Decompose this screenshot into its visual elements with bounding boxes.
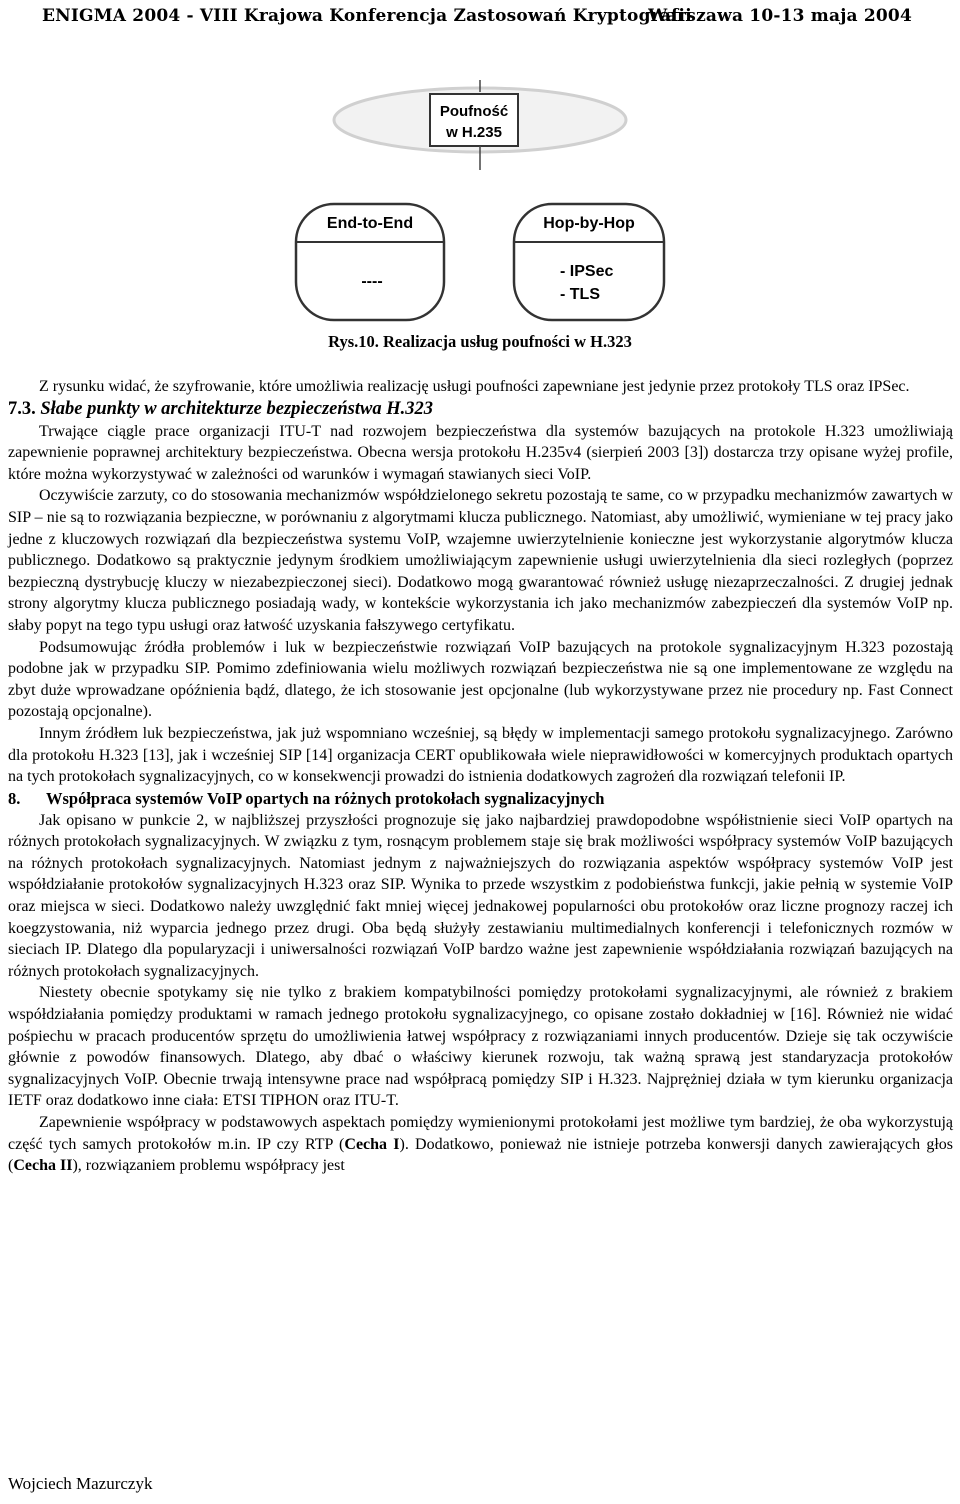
left-title: End-to-End — [326, 215, 414, 232]
paragraph-5: Innym źródłem luk bezpieczeństwa, jak już wspomniano wcześniej, są błędy w implementacji samego protokołu sygnalizacyjnego. Zarówno dla protokołu H.323 [13], jak i wcześniej SIP [14] organizacja CERT opublikowała wiele nieprawidłowości w komercyjnych produktach opartych na tych protokołach sygnalizacyjnych, co w konsekwencji prowadzi do istnienia dodatkowych zagrożeń dla rozwiązań telefonii IP. — [8, 724, 953, 786]
right-title: Hop-by-Hop — [543, 215, 635, 232]
figure-caption: Rys.10. Realizacja usług poufności w H.323 — [328, 332, 632, 351]
feature-2-label: Cecha II — [13, 1157, 73, 1175]
feature-1-label: Cecha I — [344, 1135, 400, 1153]
paragraph-8-part-c: ), rozwiązaniem problemu współpracy jest — [72, 1157, 345, 1175]
section-title: Słabe punkty w architekturze bezpieczeństwa H.323 — [40, 398, 434, 419]
paragraph-3: Oczywiście zarzuty, co do stosowania mechanizmów współdzielonego sekretu pozostają te same, co w przypadku mechanizmów zawartych w SIP – nie są to rozwiązania bezpieczne, w porównaniu z algorytmami klucza publicznego. Natomiast, aby umożliwić, wymieniane w tej pracy jako jedne z kluczowych rozwiązań dla bezpieczeństwa systemu VoIP, wzajemne uwierzytelnienie konieczne jest wykorzystanie algorytmów klucza publicznego. Dodatkowo są praktycznie jedynym środkiem umożliwiającym zapewnienie usługi uwierzytelnienia dla sieci rozległych (poprzez bezpieczną dystrybucję kluczy w niezabezpieczonej sieci). Dodatkowo mogą gwarantować również usługę niezaprzeczalności. Z drugiej jednak strony algorytmy klucza publicznego posiadają wady, w kontekście wykorzystania ich jako mechanizmów zabezpieczeń dla systemów VoIP np. słaby popyt na tego typu usługi oraz łatwość uzyskania fałszywego certyfikatu. — [8, 487, 953, 634]
left-content: ---- — [361, 273, 383, 290]
paragraph-2: Trwające ciągle prace organizacji ITU-T nad rozwojem bezpieczeństwa dla systemów bazujących na protokole H.323 umożliwiają zapewnienie poprawnej architektury bezpieczeństwa. Obecna wersja protokołu H.235v4 (sierpień 2003 [3]) dostarcza trzy opisane wyżej profile, które można wykorzystywać w zależności od warunków i wymagań stawianych sieci VoIP. — [8, 422, 953, 483]
paragraph-8-part-b: ). Dodatkowo, ponieważ nie istnieje potrzeba konwersji danych zawierających głos ( — [8, 1135, 954, 1175]
section-8-title: Współpraca systemów VoIP opartych na różnych protokołach sygnalizacyjnych — [46, 788, 605, 808]
page-header — [0, 0, 960, 34]
right-item-1: - IPSec — [560, 263, 614, 280]
paragraph-7: Niestety obecnie spotykamy się nie tylko z brakiem kompatybilności pomiędzy protokołami sygnalizacyjnymi, ale również z brakiem współdziałania pomiędzy produktami w ramach jednego protokołu sygnalizacyjnego, co opisane zostało dokładniej w [16]. Również nie widać pośpiechu w pracach producentów sprzętu do umożliwienia łatwej współpracy z rozwiązaniami innych producentów. Dzieje się tak oczywiście głównie z powodów finansowych. Dlatego, aby dbać o właściwy kierunek rozwoju, tak ważną sprawą jest standaryzacja protokołów sygnalizacyjnych VoIP. Obecnie trwają intensywne prace nad współpracą pomiędzy SIP i H.323. Najprężniej działa w tym kierunku organizacja IETF oraz dodatkowo inne ciała: ETSI TIPHON oraz ITU-T. — [8, 984, 953, 1110]
root-label-1: Poufność — [439, 103, 509, 120]
conference-title: ENIGMA 2004 - VIII Krajowa Konferencja Zastosowań Kryptografii — [42, 6, 692, 26]
paragraph-8-part-a: Zapewnienie współpracy w podstawowych aspektach pomiędzy wymienionymi protokołami jest możliwe tym bardziej, że oba wykorzystują część tych samych protokołów m.in. IP czy RTP ( — [8, 1114, 953, 1153]
section-number: 7.3. — [8, 398, 36, 419]
page-footer-author: Wojciech Mazurczyk — [8, 1474, 153, 1493]
section-8-number: 8. — [8, 788, 21, 808]
paragraph-8 — [8, 1112, 953, 1177]
section-heading-8 — [8, 788, 953, 810]
figure-diagram — [290, 76, 670, 336]
root-label-2: w H.235 — [446, 124, 502, 141]
paragraph-1: Z rysunku widać, że szyfrowanie, które umożliwia realizację usługi poufności zapewniane jest jedynie przez protokoły TLS oraz IPSec. — [39, 378, 910, 395]
paragraph-4: Podsumowując źródła problemów i luk w bezpieczeństwie rozwiązań VoIP bazujących na protokole sygnalizacyjnym H.323 pozostają podobne jak w przypadku SIP. Pomimo zdefiniowania wielu możliwych rozwiązań bezpieczeństwa nie są one implementowane ze względu na zbyt duże wprowadzane opóźnienia bądź, dlatego, że ich stosowanie jest opcjonalne (lub wykorzystywane przez nie procedury np. Fast Connect pozostają opcjonalne). — [8, 638, 953, 721]
right-item-2: - TLS — [560, 286, 600, 303]
body-text — [8, 376, 953, 1177]
section-heading-7-3 — [8, 398, 953, 421]
conference-date: Warszawa 10-13 maja 2004 — [648, 6, 912, 26]
paragraph-6: Jak opisano w punkcie 2, w najbliższej przyszłości prognozuje się jako najbardziej prawdopodobne współistnienie sieci VoIP opartych na różnych protokołach sygnalizacyjnych. W związku z tym, rosnącym problemem staje się brak możliwości współpracy systemów VoIP bazujących na różnych protokołach sygnalizacyjnych. Natomiast jednym z najważniejszych do rozwiązania aspektów współpracy systemów VoIP jest współdziałanie protokołów sygnalizacyjnych H.323 oraz SIP. Wynika to przede wszystkim z podobieństwa funkcji, jakie pełnią w systemie VoIP oraz miejsca w sieci. Dodatkowo należy uwzględnić fakt mniej więcej jednakowej popularności obu protokołów oraz liczne prognozy raczej ich koegzystowania, niż wyparcia jednego przez drugi. Oba będą służyły zestawianiu multimedialnych konferencji i telefonicznych rozmów w sieciach IP. Dlatego dla popularyzacji i uniwersalności rozwiązań VoIP bardzo ważne jest zapewnienie współdziałania rozwiązań bazujących na różnych protokołach sygnalizacyjnych. — [8, 811, 953, 980]
